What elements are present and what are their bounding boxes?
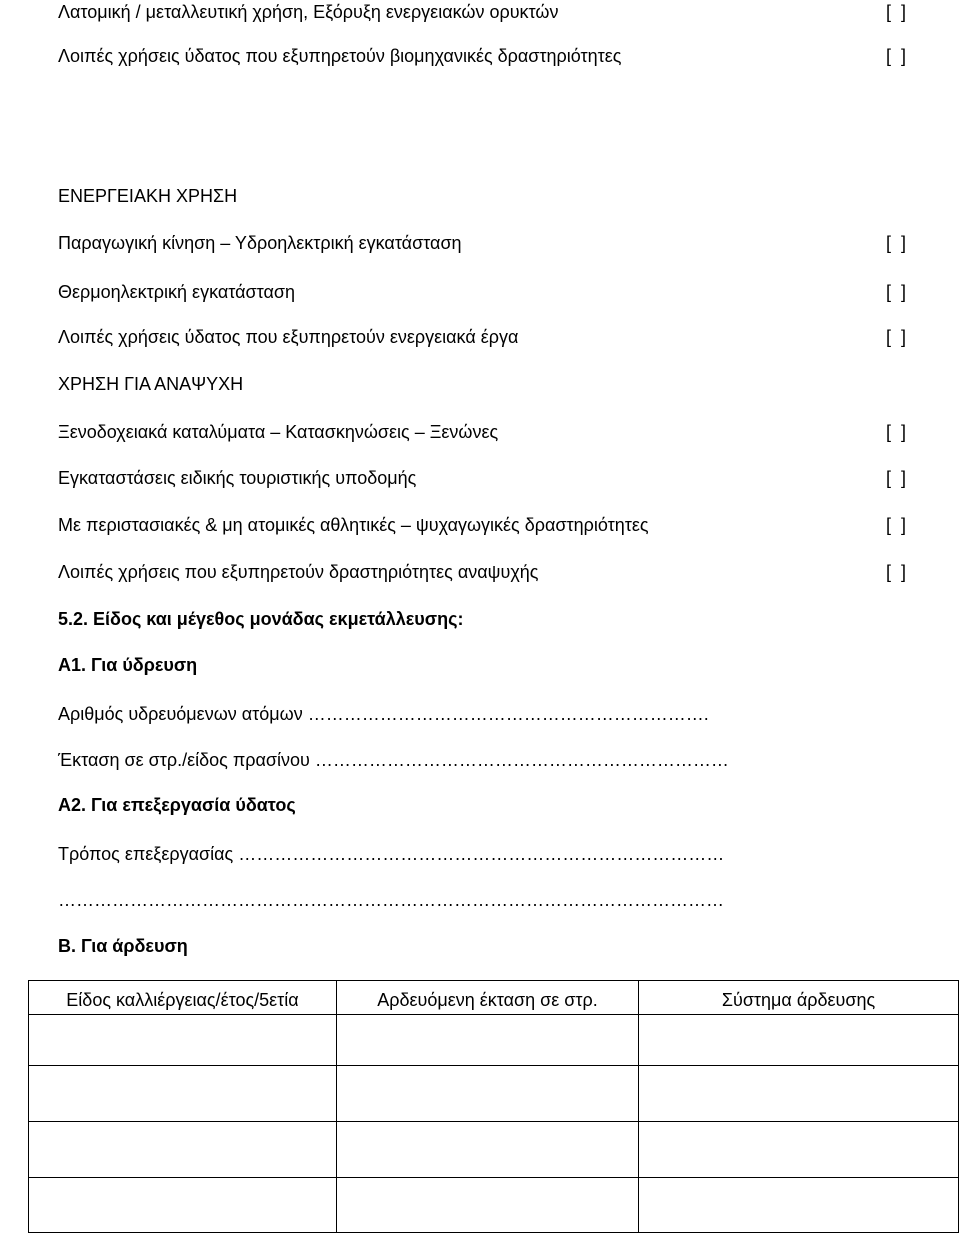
row-industrial-other: Λοιπές χρήσεις ύδατος που εξυπηρετούν βιομηχανικές δραστηριότητες xyxy=(58,46,622,66)
row-energy-other: Λοιπές χρήσεις ύδατος που εξυπηρετούν ενεργειακά έργα xyxy=(58,327,519,347)
field-area-green-type[interactable]: Έκταση σε στρ./είδος πρασίνου …………………………………………………………… xyxy=(58,750,729,770)
table-row xyxy=(29,1122,959,1178)
checkbox-thermoelectric[interactable]: [ ] xyxy=(886,282,907,302)
checkbox-quarrying[interactable]: [ ] xyxy=(886,2,907,22)
checkbox-energy-other[interactable]: [ ] xyxy=(886,327,907,347)
checkbox-sports-activities[interactable]: [ ] xyxy=(886,515,907,535)
section-5-2-heading: 5.2. Είδος και μέγεθος μονάδας εκμετάλλευσης: xyxy=(58,609,464,629)
field-water-supply-persons[interactable]: Αριθμός υδρευόμενων ατόμων …………………………………………………………. xyxy=(58,704,709,724)
subsection-a1-heading: Α1. Για ύδρευση xyxy=(58,655,198,675)
row-hotels: Ξενοδοχειακά καταλύματα – Κατασκηνώσεις – Ξενώνες xyxy=(58,422,499,442)
table-row xyxy=(29,1178,959,1233)
header-crop-type: Είδος καλλιέργειας/έτος/5ετία xyxy=(29,981,337,1015)
heading-energy-use: ΕΝΕΡΓΕΙΑΚΗ ΧΡΗΣΗ xyxy=(58,186,238,206)
table-row xyxy=(29,1066,959,1122)
table-cell[interactable] xyxy=(337,1015,639,1066)
checkbox-recreation-other[interactable]: [ ] xyxy=(886,562,907,582)
subsection-b-heading: Β. Για άρδευση xyxy=(58,936,188,956)
field-treatment-method[interactable]: Τρόπος επεξεργασίας ……………………………………………………………………… xyxy=(58,844,725,864)
table-header-row xyxy=(29,981,959,1015)
table-cell[interactable] xyxy=(639,1066,959,1122)
row-tourism-infrastructure: Εγκαταστάσεις ειδικής τουριστικής υποδομής xyxy=(58,468,417,488)
row-quarrying: Λατομική / μεταλλευτική χρήση, Εξόρυξη ενεργειακών ορυκτών xyxy=(58,2,559,22)
checkbox-industrial-other[interactable]: [ ] xyxy=(886,46,907,66)
table-cell[interactable] xyxy=(29,1122,337,1178)
row-thermoelectric: Θερμοηλεκτρική εγκατάσταση xyxy=(58,282,296,302)
table-cell[interactable] xyxy=(29,1178,337,1233)
row-recreation-other: Λοιπές χρήσεις που εξυπηρετούν δραστηριότητες αναψυχής xyxy=(58,562,539,582)
table-cell[interactable] xyxy=(639,1178,959,1233)
table-cell[interactable] xyxy=(337,1178,639,1233)
table-cell[interactable] xyxy=(639,1015,959,1066)
row-hydroelectric: Παραγωγική κίνηση – Υδροηλεκτρική εγκατάσταση xyxy=(58,233,462,253)
header-irrigation-system: Σύστημα άρδευσης xyxy=(639,981,959,1015)
checkbox-hydroelectric[interactable]: [ ] xyxy=(886,233,907,253)
field-treatment-method-continued[interactable]: ………………………………………………………………………………………………… xyxy=(58,890,724,910)
header-irrigated-area: Αρδευόμενη έκταση σε στρ. xyxy=(337,981,639,1015)
table-cell[interactable] xyxy=(337,1066,639,1122)
checkbox-tourism-infrastructure[interactable]: [ ] xyxy=(886,468,907,488)
row-sports-activities: Με περιστασιακές & μη ατομικές αθλητικές – ψυχαγωγικές δραστηριότητες xyxy=(58,515,649,535)
table-cell[interactable] xyxy=(337,1122,639,1178)
table-cell[interactable] xyxy=(639,1122,959,1178)
table-row xyxy=(29,1015,959,1066)
table-cell[interactable] xyxy=(29,1066,337,1122)
irrigation-table xyxy=(28,980,959,1233)
subsection-a2-heading: Α2. Για επεξεργασία ύδατος xyxy=(58,795,296,815)
checkbox-hotels[interactable]: [ ] xyxy=(886,422,907,442)
heading-recreation-use: ΧΡΗΣΗ ΓΙΑ ΑΝΑΨΥΧΗ xyxy=(58,374,244,394)
table-cell[interactable] xyxy=(29,1015,337,1066)
